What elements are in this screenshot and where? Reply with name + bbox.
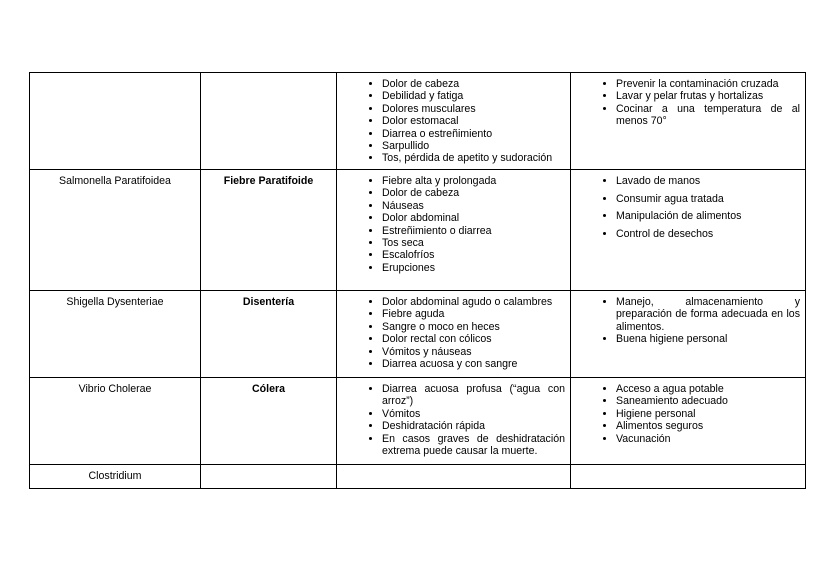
symptom-item: • Náuseas bbox=[382, 200, 565, 212]
symptoms-cell bbox=[337, 73, 571, 170]
symptom-item: • Vómitos y náuseas bbox=[382, 346, 565, 358]
prevention-list bbox=[576, 175, 800, 240]
symptom-item: • Dolores musculares bbox=[382, 103, 565, 115]
prevention-list bbox=[576, 296, 800, 346]
symptom-item: • Deshidratación rápida bbox=[382, 420, 565, 432]
disease-table bbox=[29, 72, 806, 489]
prevention-item: • Lavado de manos bbox=[616, 175, 800, 187]
prevention-cell bbox=[571, 378, 806, 465]
agent-cell: Clostridium bbox=[30, 465, 201, 489]
symptom-item: • Diarrea acuosa profusa (“agua con arroz”) bbox=[382, 383, 565, 408]
table-row bbox=[30, 170, 806, 291]
disease-cell bbox=[201, 73, 337, 170]
symptom-item: • Sangre o moco en heces bbox=[382, 321, 565, 333]
symptom-item: • Erupciones bbox=[382, 262, 565, 274]
disease-cell: Cólera bbox=[201, 378, 337, 465]
agent-cell bbox=[30, 73, 201, 170]
symptom-item: • Diarrea o estreñimiento bbox=[382, 128, 565, 140]
prevention-item: • Vacunación bbox=[616, 433, 800, 445]
agent-cell: Vibrio Cholerae bbox=[30, 378, 201, 465]
symptom-item: • Vómitos bbox=[382, 408, 565, 420]
symptoms-cell bbox=[337, 170, 571, 291]
prevention-item: • Higiene personal bbox=[616, 408, 800, 420]
prevention-item: • Saneamiento adecuado bbox=[616, 395, 800, 407]
symptom-item: • Fiebre alta y prolongada bbox=[382, 175, 565, 187]
symptom-item: • Dolor de cabeza bbox=[382, 187, 565, 199]
symptom-item: • Escalofríos bbox=[382, 249, 565, 261]
agent-cell: Shigella Dysenteriae bbox=[30, 291, 201, 378]
symptom-item: • Estreñimiento o diarrea bbox=[382, 225, 565, 237]
table-row bbox=[30, 291, 806, 378]
symptom-item: • Dolor estomacal bbox=[382, 115, 565, 127]
prevention-item: • Lavar y pelar frutas y hortalizas bbox=[616, 90, 800, 102]
prevention-cell bbox=[571, 73, 806, 170]
prevention-cell bbox=[571, 291, 806, 378]
prevention-item: • Cocinar a una temperatura de al menos 70° bbox=[616, 103, 800, 128]
table-row bbox=[30, 465, 806, 489]
prevention-item: • Manipulación de alimentos bbox=[616, 210, 800, 222]
prevention-list bbox=[576, 383, 800, 445]
prevention-item: • Control de desechos bbox=[616, 228, 800, 240]
prevention-item: • Alimentos seguros bbox=[616, 420, 800, 432]
symptoms-cell bbox=[337, 291, 571, 378]
symptom-item: • Sarpullido bbox=[382, 140, 565, 152]
disease-cell bbox=[201, 465, 337, 489]
prevention-item: • Consumir agua tratada bbox=[616, 193, 800, 205]
disease-cell: Disentería bbox=[201, 291, 337, 378]
symptoms-list bbox=[342, 383, 565, 457]
symptoms-list bbox=[342, 296, 565, 370]
symptom-item: • Tos seca bbox=[382, 237, 565, 249]
prevention-cell bbox=[571, 465, 806, 489]
symptom-item: • Tos, pérdida de apetito y sudoración bbox=[382, 152, 565, 164]
symptoms-list bbox=[342, 175, 565, 274]
symptom-item: • Debilidad y fatiga bbox=[382, 90, 565, 102]
prevention-cell bbox=[571, 170, 806, 291]
prevention-item: • Prevenir la contaminación cruzada bbox=[616, 78, 800, 90]
symptom-item: • Diarrea acuosa y con sangre bbox=[382, 358, 565, 370]
table-row bbox=[30, 378, 806, 465]
symptoms-cell bbox=[337, 378, 571, 465]
prevention-item: • Acceso a agua potable bbox=[616, 383, 800, 395]
symptoms-list bbox=[342, 78, 565, 165]
symptoms-cell bbox=[337, 465, 571, 489]
prevention-list bbox=[576, 78, 800, 128]
symptom-item: • Dolor abdominal bbox=[382, 212, 565, 224]
prevention-item: • Buena higiene personal bbox=[616, 333, 800, 345]
symptom-item: • Dolor rectal con cólicos bbox=[382, 333, 565, 345]
disease-cell: Fiebre Paratifoide bbox=[201, 170, 337, 291]
symptom-item: • Dolor de cabeza bbox=[382, 78, 565, 90]
prevention-item: • Manejo, almacenamiento y preparación de forma adecuada en los alimentos. bbox=[616, 296, 800, 333]
table-row bbox=[30, 73, 806, 170]
symptom-item: • Fiebre aguda bbox=[382, 308, 565, 320]
symptom-item: • En casos graves de deshidratación extrema puede causar la muerte. bbox=[382, 433, 565, 458]
agent-cell: Salmonella Paratifoidea bbox=[30, 170, 201, 291]
symptom-item: • Dolor abdominal agudo o calambres bbox=[382, 296, 565, 308]
